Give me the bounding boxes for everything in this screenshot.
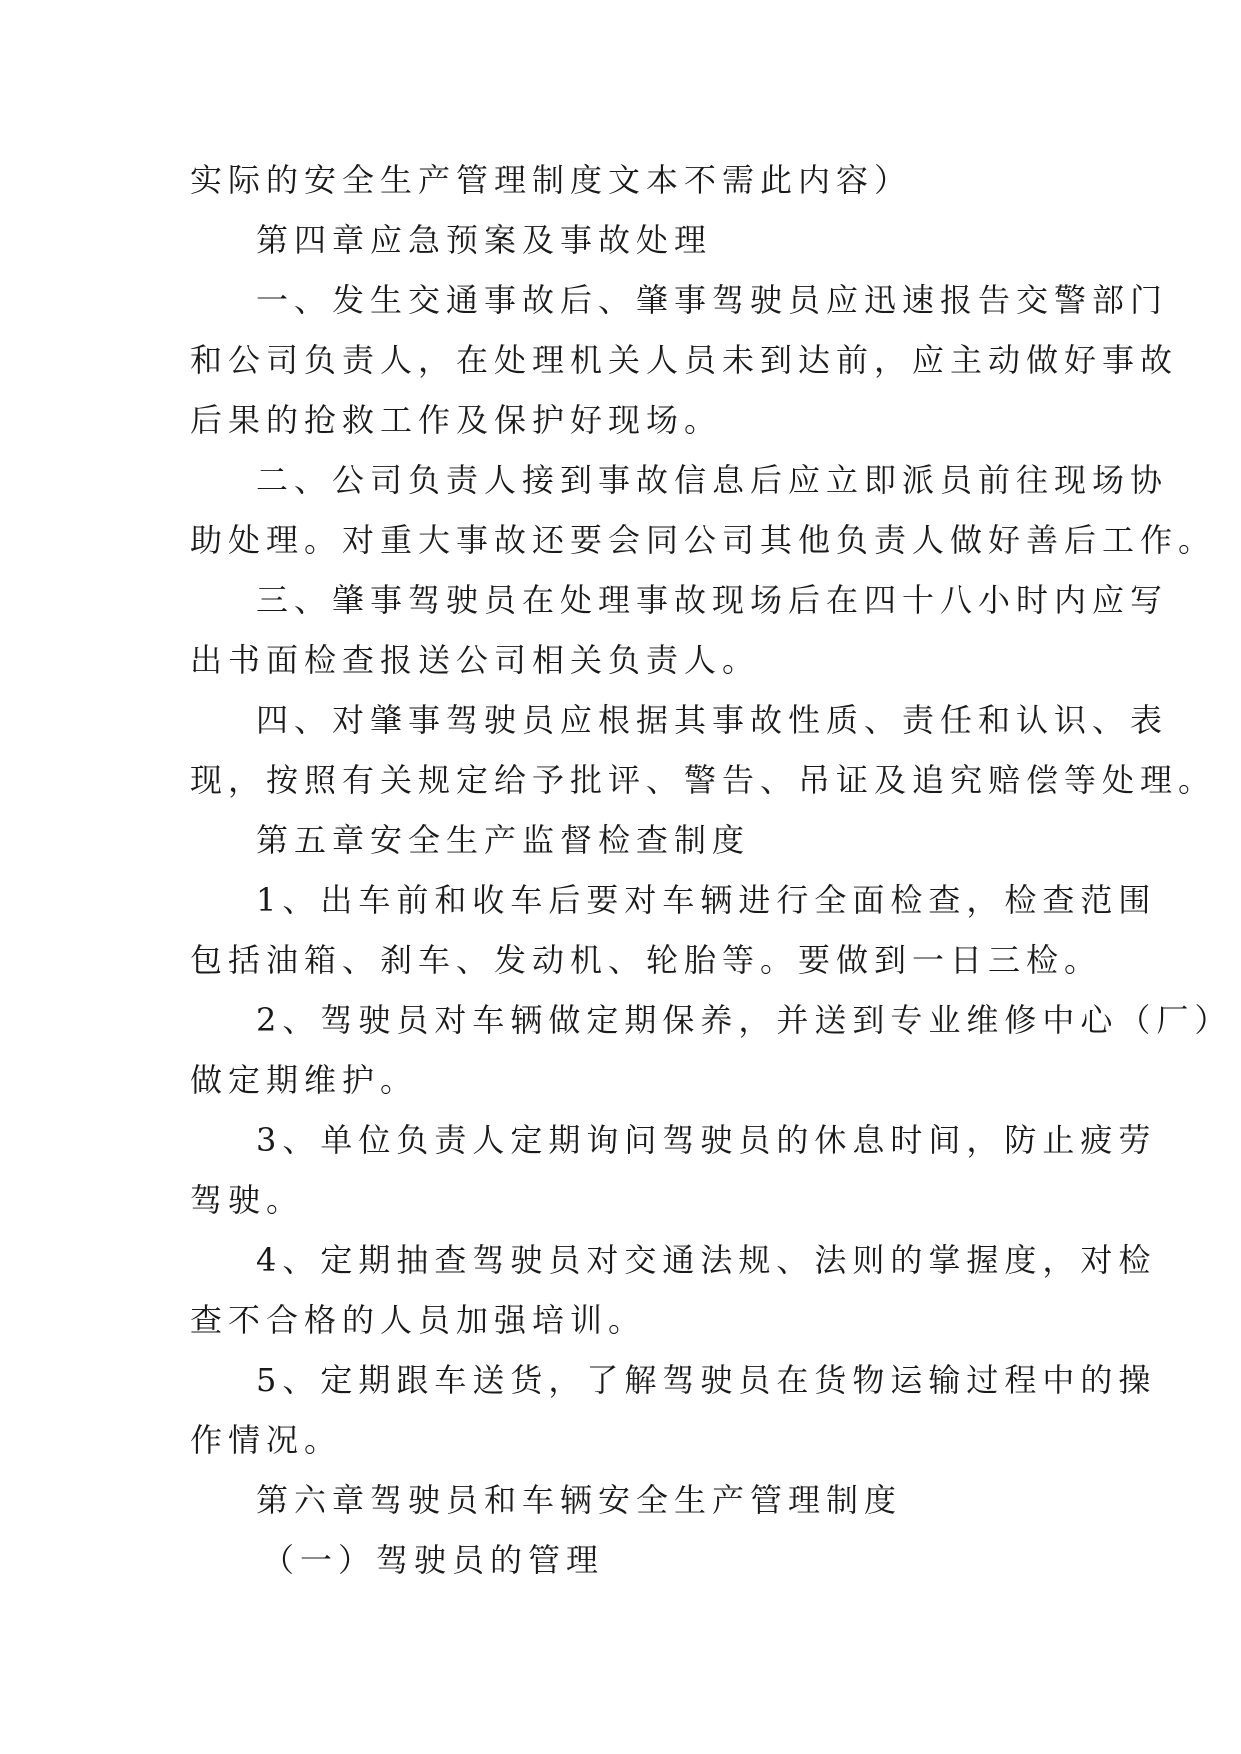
text-line: 作情况。: [190, 1421, 343, 1459]
text-line: 2、驾驶员对车辆做定期保养，并送到专业维修中心（厂）: [256, 1001, 1233, 1039]
text-line: 4、定期抽查驾驶员对交通法规、法则的掌握度，对检: [256, 1241, 1157, 1279]
document-page: [190, 150, 1233, 1590]
text-line: 出书面检查报送公司相关负责人。: [190, 641, 761, 679]
section-heading: （一）驾驶员的管理: [262, 1541, 605, 1579]
text-line: 助处理。对重大事故还要会同公司其他负责人做好善后工作。: [190, 521, 1217, 559]
chapter-heading-4: 第四章应急预案及事故处理: [256, 221, 713, 259]
text-line: 包括油箱、刹车、发动机、轮胎等。要做到一日三检。: [190, 941, 1103, 979]
text-line: 现，按照有关规定给予批评、警告、吊证及追究赔偿等处理。: [190, 761, 1217, 799]
text-line: 四、对肇事驾驶员应根据其事故性质、责任和认识、表: [256, 701, 1169, 739]
text-line: 一、发生交通事故后、肇事驾驶员应迅速报告交警部门: [256, 281, 1169, 319]
text-line: 1、出车前和收车后要对车辆进行全面检查，检查范围: [256, 881, 1157, 919]
text-line: 查不合格的人员加强培训。: [190, 1301, 647, 1339]
text-line: 三、肇事驾驶员在处理事故现场后在四十八小时内应写: [256, 581, 1169, 619]
text-line: 后果的抢救工作及保护好现场。: [190, 401, 723, 439]
text-line: 3、单位负责人定期询问驾驶员的休息时间，防止疲劳: [256, 1121, 1157, 1159]
chapter-heading-6: 第六章驾驶员和车辆安全生产管理制度: [256, 1481, 903, 1519]
text-line: 驾驶。: [190, 1181, 305, 1219]
chapter-heading-5: 第五章安全生产监督检查制度: [256, 821, 751, 859]
text-line: 和公司负责人，在处理机关人员未到达前，应主动做好事故: [190, 341, 1179, 379]
text-line: 实际的安全生产管理制度文本不需此内容）: [190, 161, 913, 199]
text-line: 5、定期跟车送货，了解驾驶员在货物运输过程中的操: [256, 1361, 1157, 1399]
text-line: 二、公司负责人接到事故信息后应立即派员前往现场协: [256, 461, 1169, 499]
text-line: 做定期维护。: [190, 1061, 419, 1099]
